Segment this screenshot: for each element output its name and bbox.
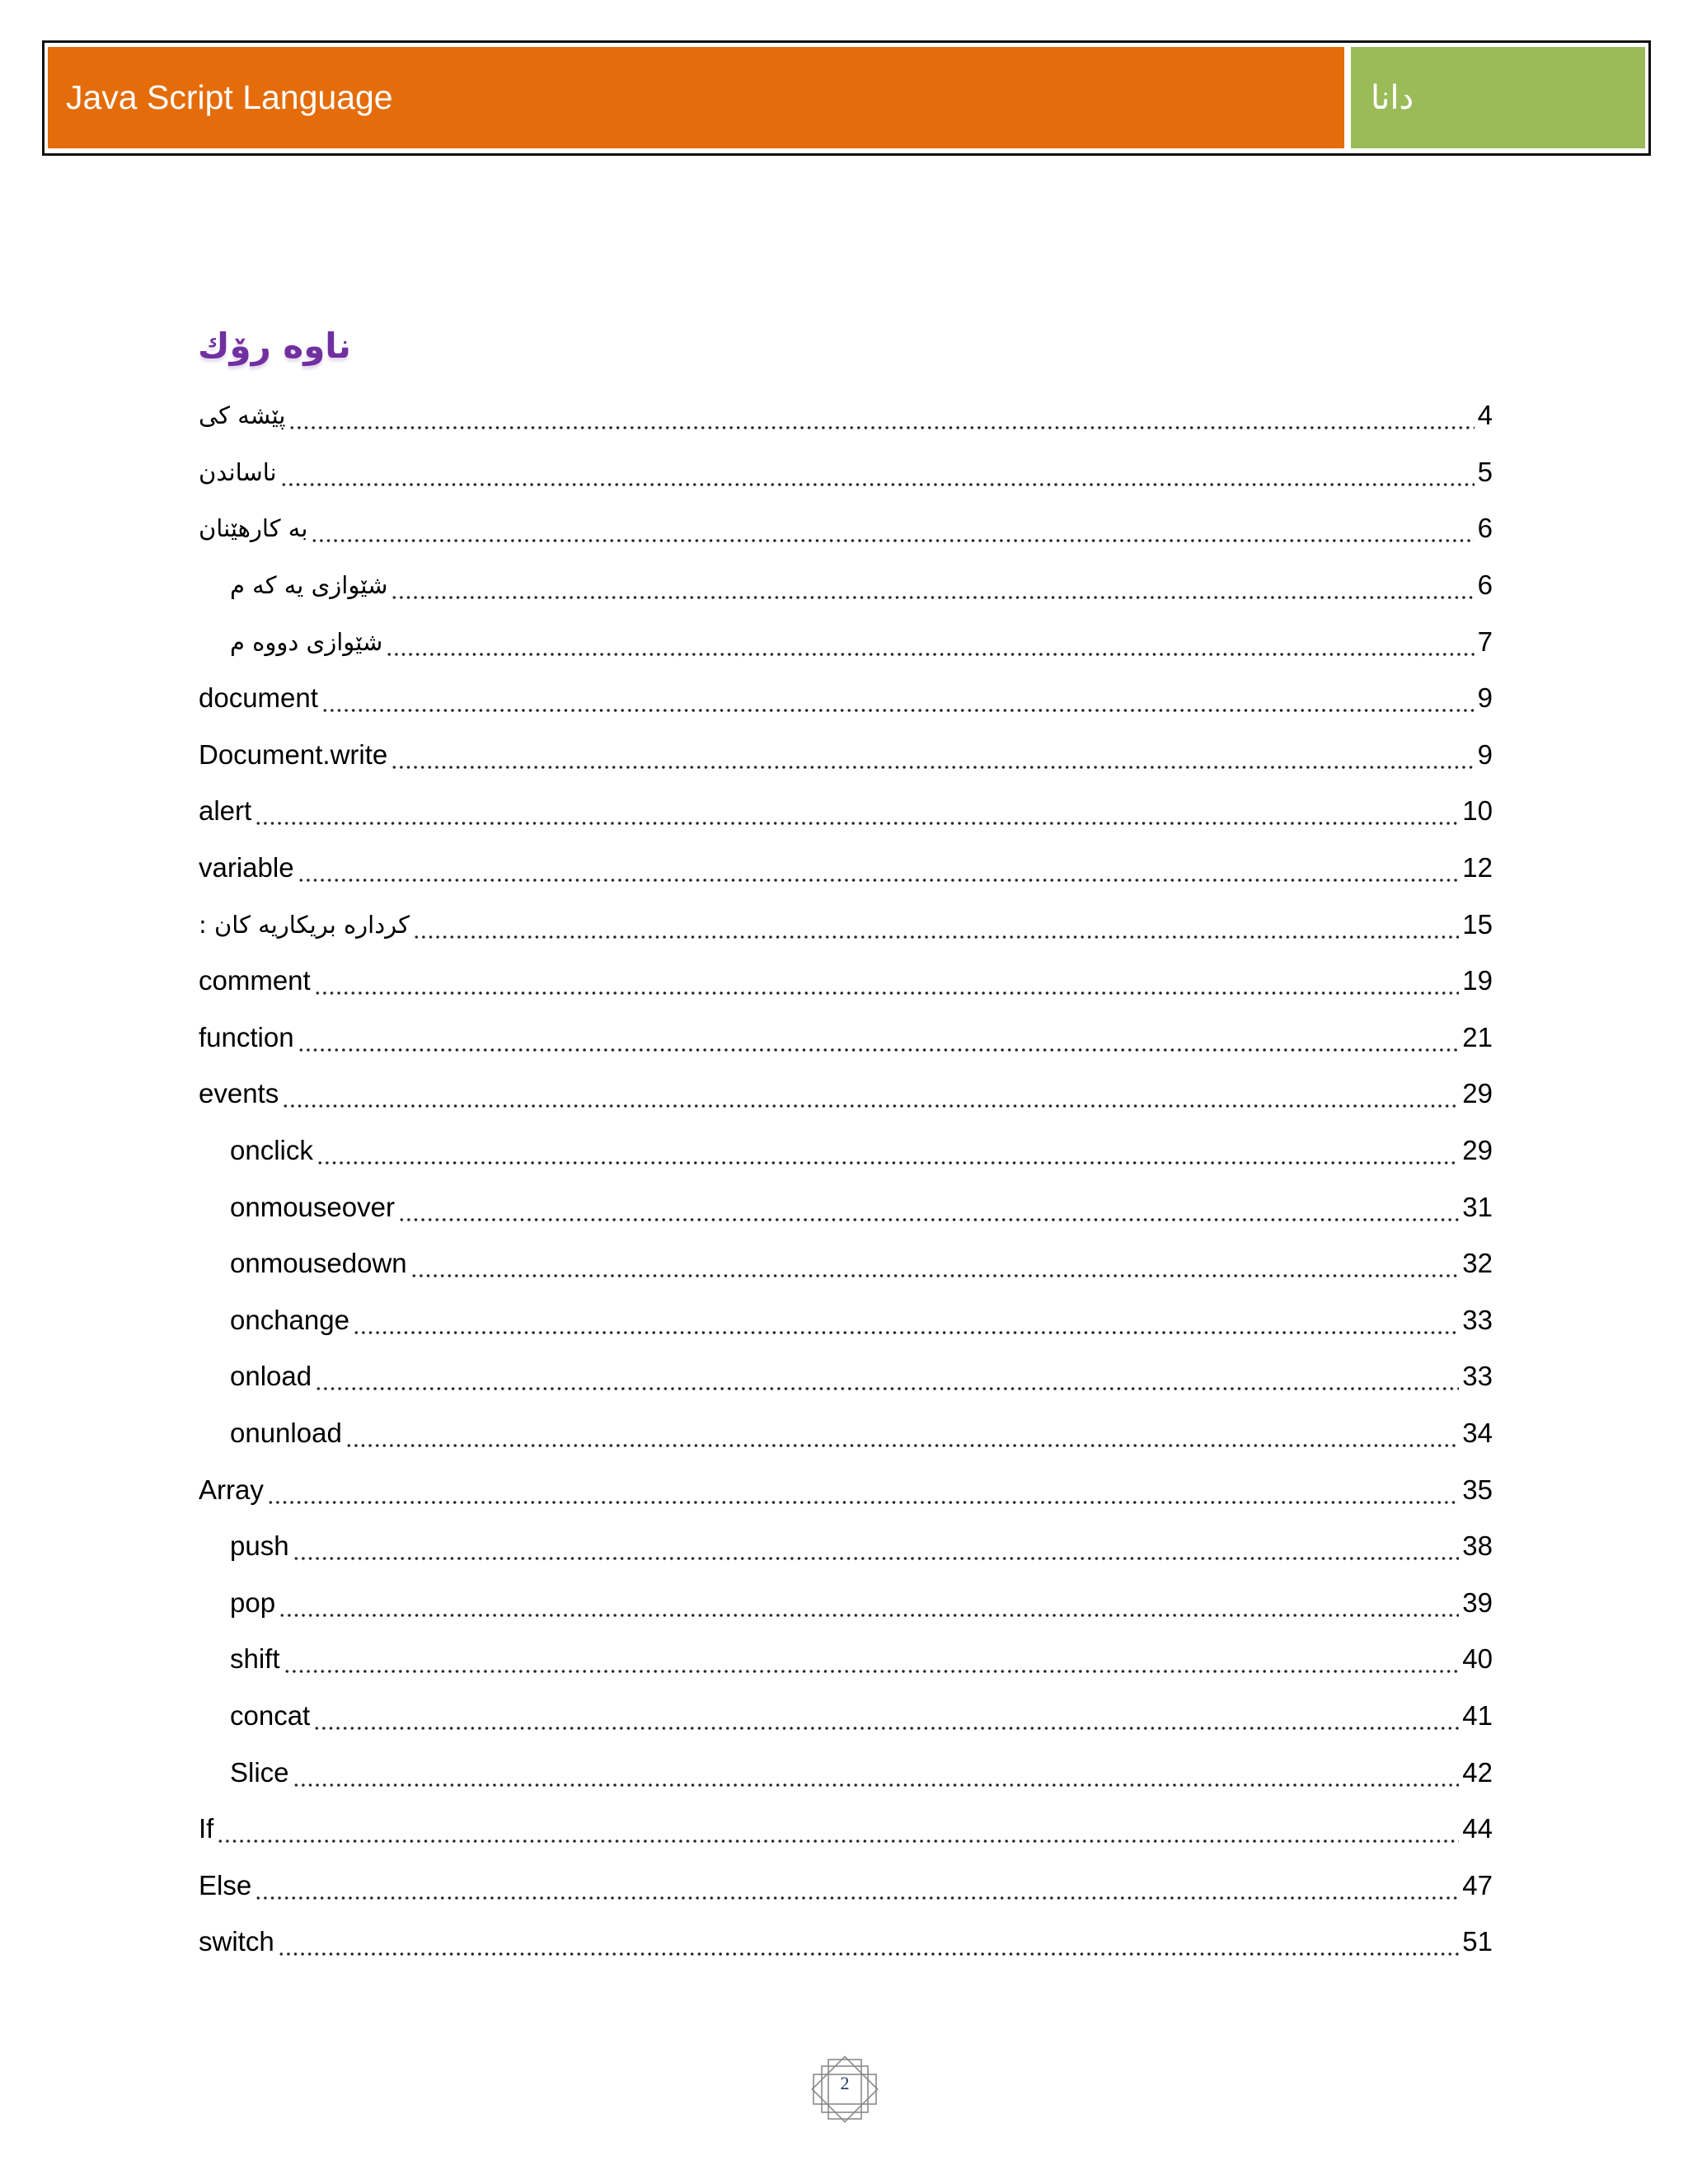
toc-entry-label: variable [199, 852, 294, 883]
toc-entry[interactable] [199, 1292, 1493, 1349]
toc-entry-label: پێشه کی [199, 401, 286, 430]
toc-entry-page: 12 [1462, 852, 1493, 883]
toc-entry-page: 33 [1462, 1361, 1493, 1392]
toc-dot-leader [386, 626, 1474, 658]
toc-entry-page: 19 [1462, 965, 1493, 996]
toc-entry-label: onmousedown [230, 1248, 407, 1279]
toc-dot-leader [413, 908, 1459, 941]
toc-dot-leader [267, 1474, 1459, 1507]
toc-entry[interactable] [199, 444, 1493, 501]
toc-entry[interactable] [199, 1010, 1493, 1066]
toc-entry-page: 34 [1462, 1417, 1493, 1448]
toc-entry-label: ناساندن [199, 457, 277, 486]
toc-dot-leader [391, 738, 1474, 771]
toc-entry[interactable] [199, 1744, 1493, 1801]
toc-entry[interactable] [199, 1801, 1493, 1858]
toc-entry-page: 32 [1462, 1248, 1493, 1279]
toc-entry[interactable] [199, 1461, 1493, 1518]
toc-entry[interactable] [199, 896, 1493, 953]
toc-entry[interactable] [199, 613, 1493, 670]
toc-dot-leader [279, 1586, 1459, 1619]
toc-entry[interactable] [199, 557, 1493, 614]
toc-dot-leader [278, 1925, 1460, 1958]
toc-dot-leader [280, 456, 1475, 489]
toc-entry-label: کرداره بریکاریه کان : [199, 910, 410, 939]
toc-entry-page: 39 [1462, 1586, 1493, 1618]
toc-entry-label: events [199, 1078, 279, 1109]
toc-entry[interactable] [199, 1122, 1493, 1179]
toc-entry[interactable] [199, 1179, 1493, 1235]
toc-entry-label: shift [230, 1643, 280, 1675]
toc-entry-page: 9 [1477, 682, 1493, 714]
toc-entry-page: 10 [1462, 795, 1493, 827]
toc-dot-leader [284, 1643, 1460, 1675]
toc-entry-label: If [199, 1813, 214, 1844]
toc-entry[interactable] [199, 1348, 1493, 1405]
toc-entry-page: 29 [1462, 1078, 1493, 1109]
toc-entry[interactable] [199, 840, 1493, 897]
toc-entry-page: 47 [1462, 1869, 1493, 1900]
toc-entry-page: 4 [1477, 400, 1493, 431]
toc-dot-leader [282, 1077, 1459, 1110]
header-brand-bar [1351, 47, 1645, 148]
toc-dot-leader [288, 399, 1474, 432]
table-of-contents [199, 387, 1493, 1971]
toc-entry[interactable] [199, 1066, 1493, 1122]
header-title-bar [48, 47, 1344, 148]
toc-entry[interactable] [199, 1857, 1493, 1914]
toc-entry-page: 40 [1462, 1643, 1493, 1675]
toc-entry-page: 15 [1462, 908, 1493, 940]
header-title: Java Script Language [66, 78, 393, 116]
toc-entry-label: alert [199, 795, 252, 827]
toc-dot-leader [313, 1699, 1459, 1732]
toc-entry-page: 9 [1477, 738, 1493, 770]
toc-dot-leader [293, 1756, 1460, 1789]
toc-entry-page: 35 [1462, 1474, 1493, 1505]
toc-dot-leader [410, 1247, 1460, 1280]
toc-entry-page: 7 [1477, 626, 1493, 657]
toc-entry[interactable] [199, 953, 1493, 1010]
toc-entry[interactable] [199, 1688, 1493, 1745]
toc-entry[interactable] [199, 783, 1493, 840]
toc-dot-leader [217, 1812, 1459, 1845]
toc-entry-label: onunload [230, 1417, 342, 1448]
toc-dot-leader [316, 1134, 1459, 1167]
toc-entry[interactable] [199, 670, 1493, 727]
toc-entry-label: switch [199, 1926, 274, 1957]
toc-dot-leader [314, 964, 1460, 997]
toc-dot-leader [298, 1021, 1460, 1054]
toc-dot-leader [293, 1530, 1460, 1563]
toc-entry-page: 5 [1477, 456, 1493, 487]
toc-entry-label: شێوازی دووه م [230, 627, 383, 656]
toc-entry-label: Array [199, 1474, 264, 1505]
toc-entry[interactable] [199, 1574, 1493, 1631]
toc-entry-page: 31 [1462, 1191, 1493, 1222]
toc-dot-leader [315, 1360, 1459, 1393]
toc-entry-page: 29 [1462, 1135, 1493, 1166]
toc-entry-page: 6 [1477, 513, 1493, 544]
toc-entry-label: concat [230, 1699, 311, 1731]
toc-entry[interactable] [199, 387, 1493, 444]
toc-entry[interactable] [199, 1518, 1493, 1575]
toc-entry-label: به کارهێنان [199, 514, 308, 543]
toc-dot-leader [391, 569, 1474, 602]
toc-entry-page: 38 [1462, 1530, 1493, 1562]
toc-entry-label: Slice [230, 1756, 289, 1788]
toc-entry-label: Document.write [199, 738, 388, 770]
toc-entry-page: 42 [1462, 1756, 1493, 1788]
toc-entry-label: onclick [230, 1135, 313, 1166]
toc-dot-leader [255, 1869, 1459, 1902]
toc-entry-label: onload [230, 1361, 312, 1392]
toc-dot-leader [398, 1191, 1459, 1224]
toc-entry-page: 44 [1462, 1813, 1493, 1844]
toc-dot-leader [321, 682, 1475, 715]
toc-entry[interactable] [199, 1914, 1493, 1971]
header-brand: دانا [1371, 78, 1414, 117]
toc-dot-leader [345, 1417, 1459, 1450]
toc-entry-label: document [199, 682, 318, 714]
toc-entry-label: onchange [230, 1304, 349, 1335]
toc-entry-page: 21 [1462, 1021, 1493, 1052]
toc-entry-label: pop [230, 1586, 276, 1618]
toc-entry-label: comment [199, 965, 311, 996]
toc-entry[interactable] [199, 1631, 1493, 1688]
toc-entry-label: شێوازی یه که م [230, 571, 388, 600]
toc-dot-leader [298, 851, 1460, 884]
toc-entry[interactable] [199, 1235, 1493, 1292]
toc-entry-label: Else [199, 1869, 252, 1900]
toc-dot-leader [255, 794, 1459, 827]
toc-title: ناوه رۆك [198, 326, 351, 366]
toc-entry-label: push [230, 1530, 289, 1562]
page-number: 2 [840, 2073, 850, 2093]
toc-entry-page: 6 [1477, 569, 1493, 601]
toc-entry-label: function [199, 1021, 294, 1052]
toc-entry[interactable] [199, 500, 1493, 557]
toc-entry-page: 33 [1462, 1304, 1493, 1335]
toc-entry[interactable] [199, 727, 1493, 784]
toc-entry-label: onmouseover [230, 1191, 395, 1222]
toc-entry[interactable] [199, 1405, 1493, 1462]
toc-entry-page: 51 [1462, 1926, 1493, 1957]
toc-dot-leader [353, 1304, 1459, 1337]
toc-dot-leader [311, 512, 1474, 545]
toc-entry-page: 41 [1462, 1699, 1493, 1731]
